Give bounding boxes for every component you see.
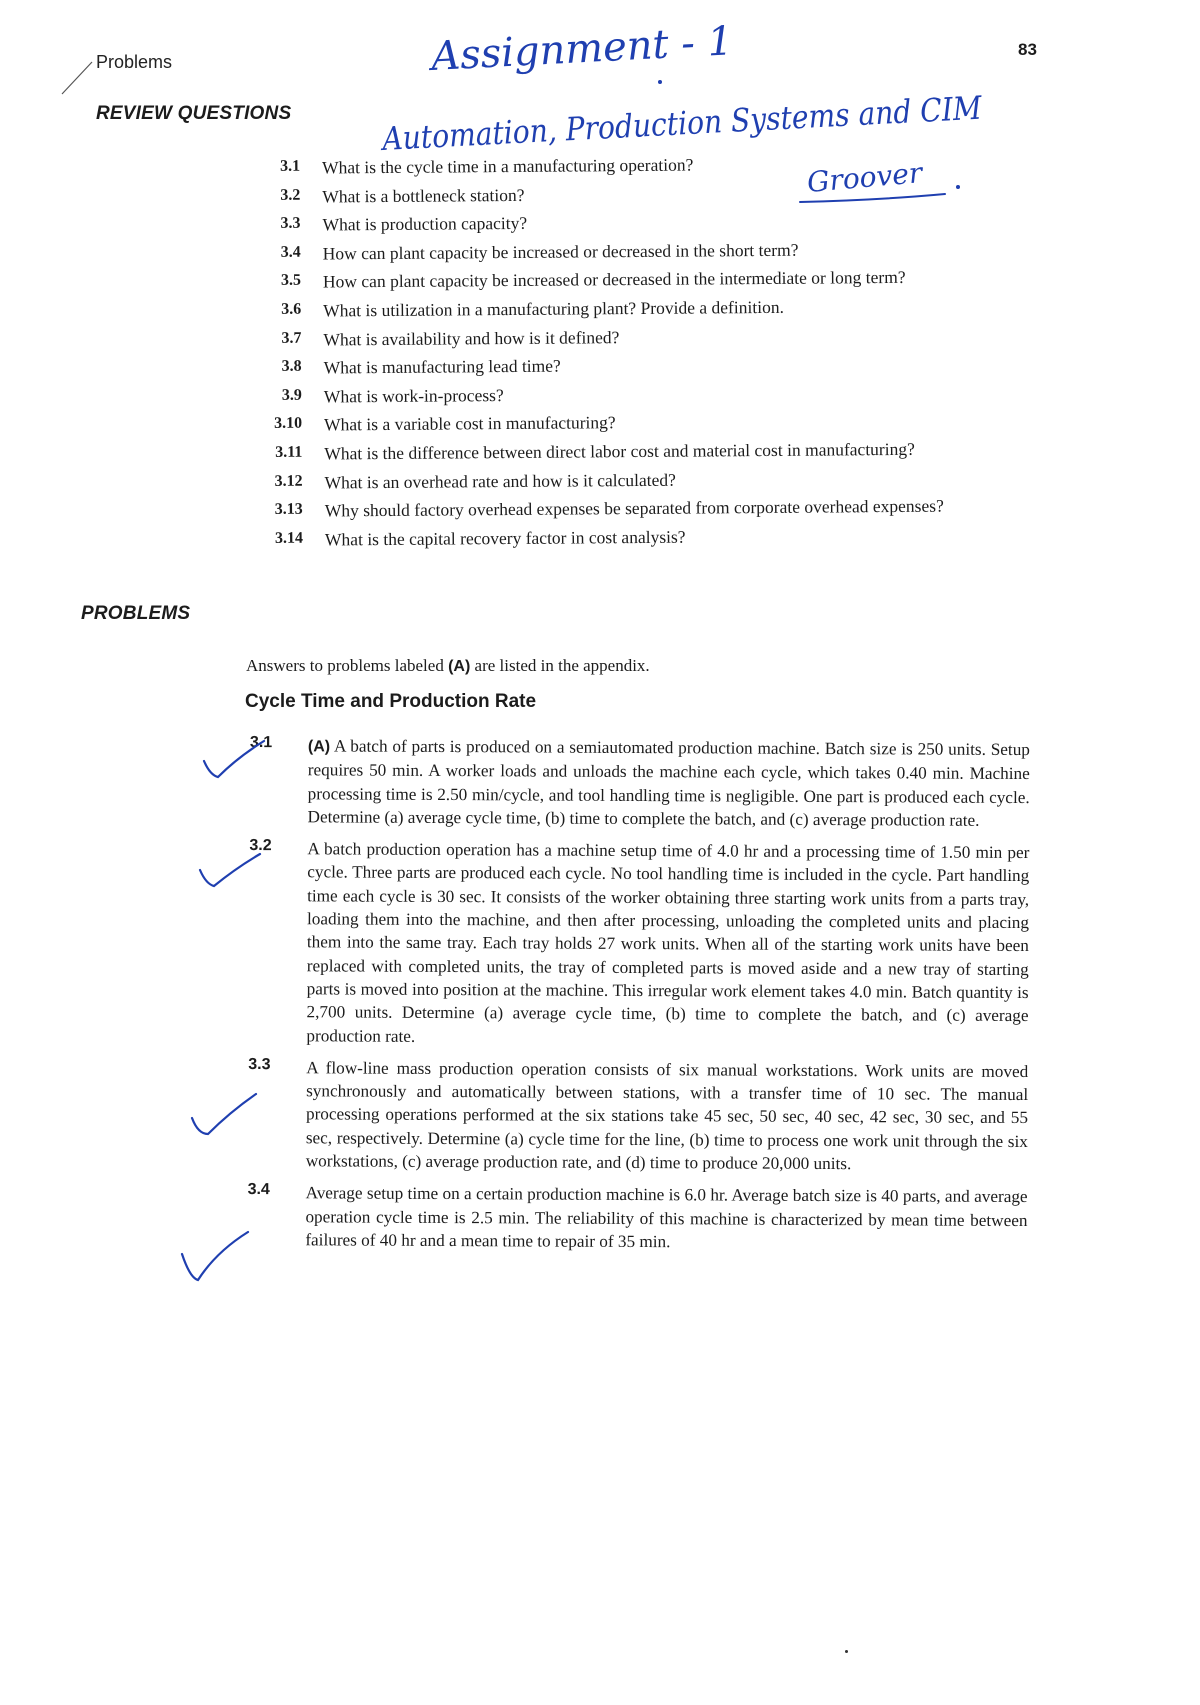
- checkmark-icon: [198, 735, 268, 785]
- question-number: 3.8: [281, 357, 302, 375]
- question-text: Why should factory overhead expenses be separated from corporate overhead expenses?: [324, 495, 944, 521]
- question-number: 3.4: [280, 243, 301, 261]
- handwritten-assignment-title: Assignment - 1: [430, 18, 735, 80]
- answers-note-label: (A): [448, 658, 471, 675]
- question-number: 3.9: [281, 386, 302, 404]
- question-number: 3.12: [274, 472, 303, 490]
- checkmark-icon: [176, 1230, 252, 1290]
- question-text: How can plant capacity be increased or decreased in the intermediate or long term?: [322, 267, 906, 292]
- handwritten-author: Groover: [805, 156, 924, 199]
- question-text: What is production capacity?: [322, 213, 528, 235]
- question-text: What is utilization in a manufacturing plant? Provide a definition.: [323, 296, 784, 321]
- question-text: What is manufacturing lead time?: [323, 355, 561, 378]
- problem-body: [305, 1182, 1027, 1256]
- question-text: What is work-in-process?: [323, 384, 504, 407]
- problem-text: Average setup time on a certain production machine is 6.0 hr. Average batch size is 40 parts, and average operation cycle time is 2.5 min. The reliability of this machine is characterized by mean time between failures of 40 hr and a mean time to repair of 35 min.: [305, 1183, 1028, 1252]
- question-number: 3.11: [275, 443, 303, 461]
- answers-note: [246, 656, 650, 676]
- subsection-title: Cycle Time and Production Rate: [245, 691, 537, 712]
- problem-item: [248, 1056, 1029, 1177]
- problem-item: [247, 1181, 1027, 1255]
- problem-body: [306, 837, 1029, 1050]
- problem-item: [248, 837, 1029, 1051]
- problem-text: A batch production operation has a machine setup time of 4.0 hr and a processing time of 1.50 min per cycle. Three parts are produced each cycle. No tool handling time is included in the cycle. Part handling time each cycle is 30 sec. It consists of the worker obtaining three starting work units from a parts tray, loading them into the machine, and then after processing, unloading the completed units and placing them into the same tray. Each tray holds 27 work units. When all of the starting work units have been replaced with completed units, the tray of completed parts is moved aside and a new tray of starting parts is moved into position at the machine. This irregular work element takes 4.0 min. Batch quantity is 2,700 units. Determine (a) average cycle time, (b) time to complete the batch, and (c) average production rate.: [306, 839, 1030, 1046]
- question-number: 3.14: [274, 529, 304, 547]
- question-number: 3.10: [274, 414, 303, 433]
- checkmark-icon: [196, 850, 266, 900]
- answers-note-before: Answers to problems labeled: [246, 656, 449, 675]
- page-number: 83: [1018, 40, 1037, 59]
- handwritten-course-title: Automation, Production Systems and CIM: [381, 84, 1065, 158]
- question-number: 3.7: [281, 329, 302, 347]
- problem-body: [306, 1056, 1029, 1176]
- running-head: Problems: [96, 52, 173, 72]
- problem-number: 3.4: [247, 1181, 270, 1199]
- question-text: How can plant capacity be increased or decreased in the short term?: [322, 239, 799, 264]
- problem-text: A flow-line mass production operation consists of six manual workstations. Work units are moved synchronously and automatically between stations, with a transfer time of 10 sec. The manual processing operations performed at the six stations take 45 sec, 50 sec, 40 sec, 42 sec, 30 sec, and 55 sec, respectively. Determine (a) cycle time for the line, (b) time to process one work unit through the six workstations, (c) average production rate, and (d) time to produce 20,000 units.: [305, 1058, 1029, 1174]
- checkmark-icon: [186, 1090, 262, 1146]
- answer-available-label: (A): [307, 738, 331, 756]
- review-questions-heading: REVIEW QUESTIONS: [96, 103, 292, 124]
- question-text: What is availability and how is it defined?: [323, 326, 620, 350]
- problem-number: 3.1: [249, 734, 273, 752]
- question-number: 3.6: [281, 300, 302, 318]
- question-number: 3.1: [279, 157, 301, 175]
- question-text: What is an overhead rate and how is it calculated?: [324, 469, 676, 492]
- question-number: 3.2: [280, 186, 301, 204]
- problem-number: 3.3: [248, 1055, 271, 1073]
- problem-text: A batch of parts is produced on a semiautomated production machine. Batch size is 250 units. Setup requires 50 min. A worker loads and unloads the machine each cycle, which takes 0.40 min. Machine processing time is 2.50 min/cycle, and tool handling time is negligible. One part is produced each cycle. Determine (a) average cycle time, (b) time to complete the batch, and (c) average production rate.: [307, 736, 1030, 830]
- problem-body: [308, 734, 1030, 832]
- question-number: 3.13: [274, 500, 303, 518]
- question-text: What is the difference between direct labor cost and material cost in manufacturing?: [324, 438, 915, 464]
- scan-speck: [845, 1650, 848, 1653]
- problem-item: [250, 734, 1030, 832]
- question-number: 3.3: [280, 214, 301, 232]
- problems-heading: PROBLEMS: [81, 603, 191, 624]
- question-text: What is a variable cost in manufacturing?: [324, 412, 616, 435]
- question-text: What is the cycle time in a manufacturing operation?: [321, 154, 694, 178]
- question-text: What is a bottleneck station?: [322, 184, 525, 207]
- review-question: [258, 524, 1038, 559]
- problem-list: [247, 734, 1030, 1264]
- question-number: 3.5: [280, 272, 302, 290]
- problem-number: 3.2: [249, 837, 272, 855]
- answers-note-after: are listed in the appendix.: [470, 656, 650, 675]
- question-text: What is the capital recovery factor in cost analysis?: [324, 526, 686, 550]
- review-questions-list: [255, 152, 1038, 558]
